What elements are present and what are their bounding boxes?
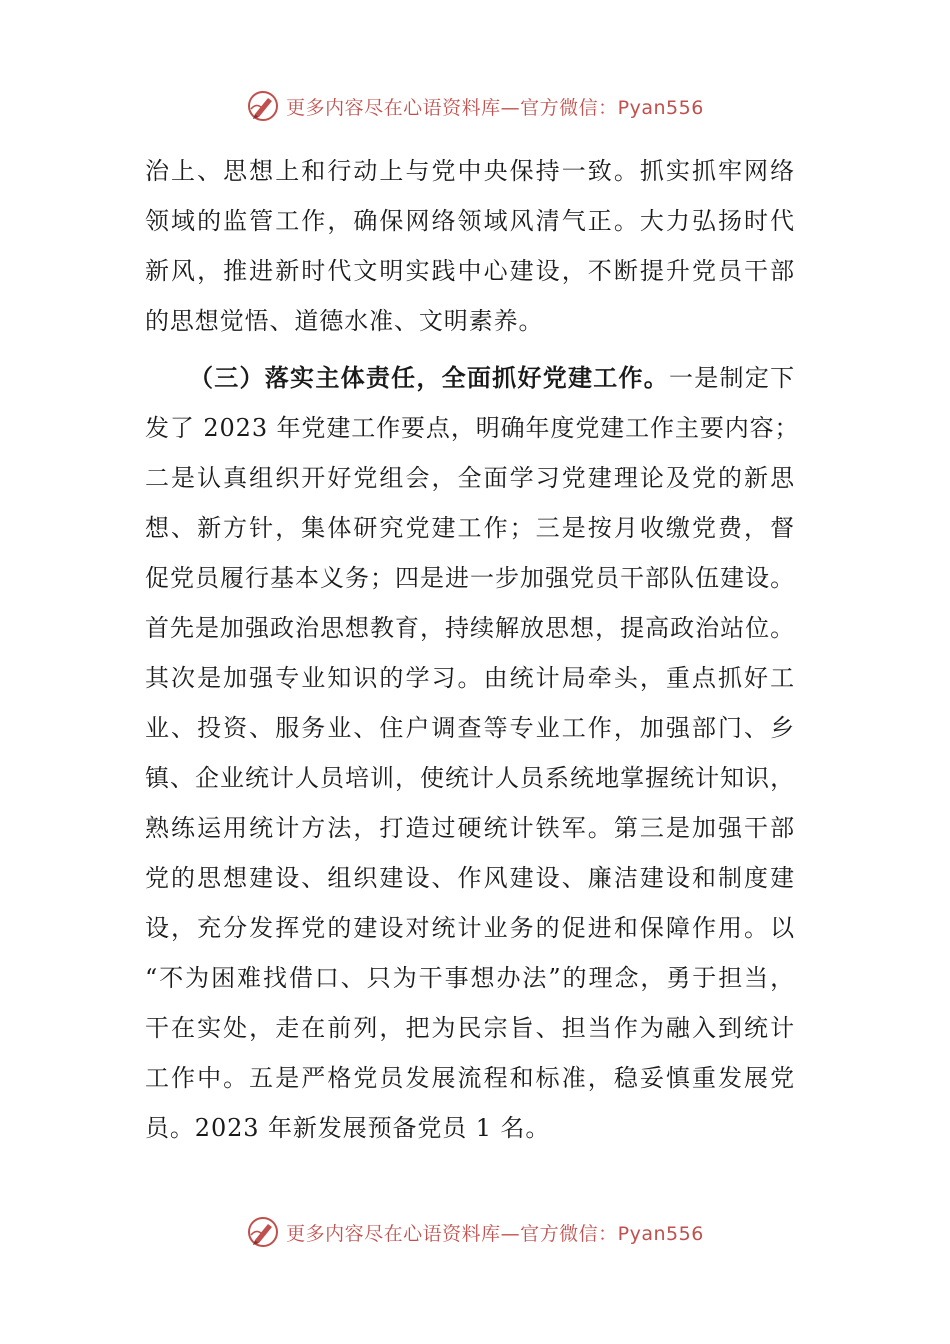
text-line: 熟练运用统计方法，打造过硬统计铁军。第三是加强干部 [145, 814, 795, 842]
header-banner [0, 86, 950, 126]
footer-banner [0, 1212, 950, 1252]
text-segment: 一是制定下 [669, 364, 795, 392]
paragraph-2 [145, 353, 800, 1153]
document-body [145, 146, 800, 1153]
text-line: 党的思想建设、组织建设、作风建设、廉洁建设和制度建 [145, 864, 795, 892]
text-line: 员。2023 年新发展预备党员 1 名。 [145, 1114, 551, 1142]
text-line: 其次是加强专业知识的学习。由统计局牵头，重点抓好工 [145, 664, 795, 692]
text-line: 业、投资、服务业、住户调查等专业工作，加强部门、乡 [145, 714, 795, 742]
paragraph-1 [145, 146, 795, 346]
text-line: 领域的监管工作，确保网络领域风清气正。大力弘扬时代 [145, 207, 795, 235]
pen-logo-icon [246, 89, 280, 123]
text-line: 发了 2023 年党建工作要点，明确年度党建工作主要内容； [145, 414, 800, 442]
text-line: 的思想觉悟、道德水准、文明素养。 [145, 307, 544, 335]
text-line: 新风，推进新时代文明实践中心建设，不断提升党员干部 [145, 257, 795, 285]
section-heading: （三）落实主体责任，全面抓好党建工作。 [189, 363, 670, 392]
text-line: 首先是加强政治思想教育，持续解放思想，提高政治站位。 [145, 614, 795, 642]
text-line: 镇、企业统计人员培训，使统计人员系统地掌握统计知识， [145, 764, 795, 792]
text-line: 二是认真组织开好党组会，全面学习党建理论及党的新思 [145, 464, 795, 492]
text-line: 工作中。五是严格党员发展流程和标准，稳妥慎重发展党 [145, 1064, 795, 1092]
banner-text: 更多内容尽在心语资料库—官方微信：Pyan556 [286, 96, 704, 119]
banner-text: 更多内容尽在心语资料库—官方微信：Pyan556 [286, 1222, 704, 1245]
text-line: 设，充分发挥党的建设对统计业务的促进和保障作用。以 [145, 914, 795, 942]
pen-logo-icon [246, 1215, 280, 1249]
text-line: 想、新方针，集体研究党建工作；三是按月收缴党费，督 [145, 514, 795, 542]
text-line-first [145, 353, 795, 403]
text-line: 促党员履行基本义务；四是进一步加强党员干部队伍建设。 [145, 564, 795, 592]
text-line: “不为困难找借口、只为干事想办法”的理念，勇于担当， [145, 964, 795, 992]
text-line: 治上、思想上和行动上与党中央保持一致。抓实抓牢网络 [145, 157, 795, 185]
text-line: 干在实处，走在前列，把为民宗旨、担当作为融入到统计 [145, 1014, 795, 1042]
